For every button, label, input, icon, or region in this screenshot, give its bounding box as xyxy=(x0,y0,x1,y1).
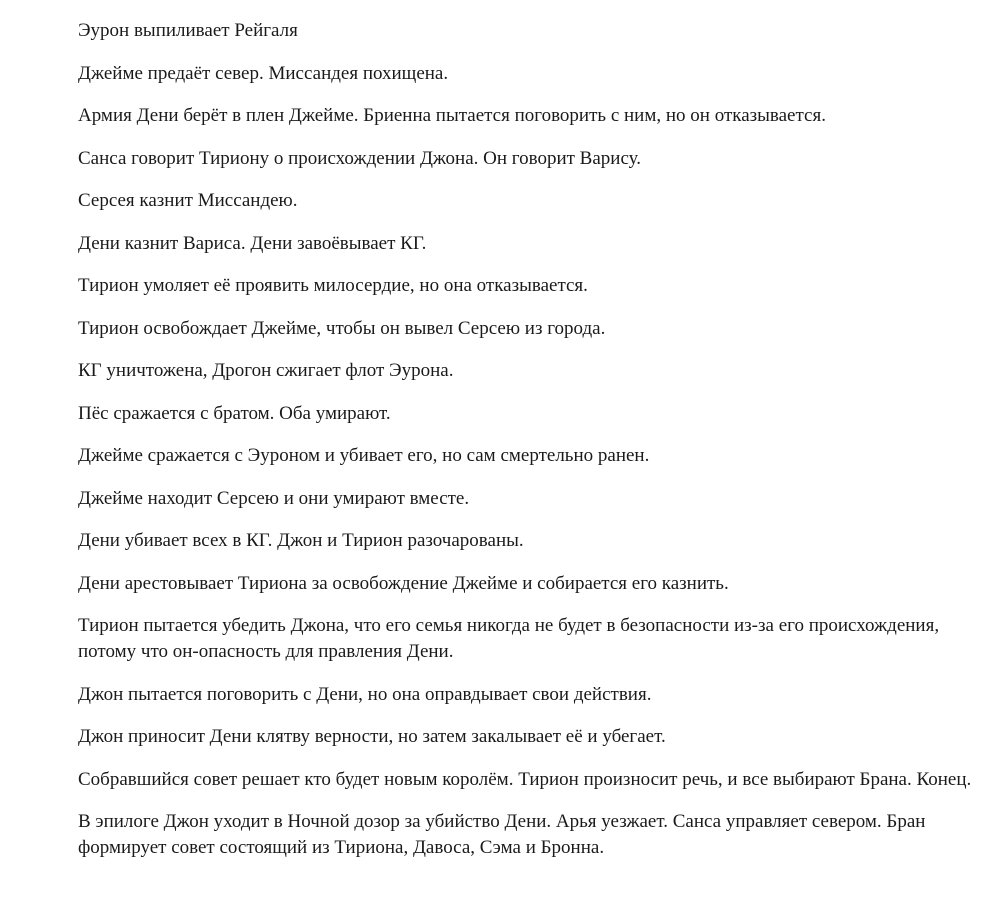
paragraph: Джон приносит Дени клятву верности, но затем закалывает её и убегает. xyxy=(78,726,666,747)
paragraph: Тирион пытается убедить Джона, что его семья никогда не будет в безопасности из-за его происхождения, потому что он-опасность для правления Дени. xyxy=(78,615,940,662)
paragraph: Дени убивает всех в КГ. Джон и Тирион разочарованы. xyxy=(78,530,524,551)
paragraph: Собравшийся совет решает кто будет новым королём. Тирион произносит речь, и все выбирают Брана. Конец. xyxy=(78,768,972,790)
paragraph: Джейме предаёт север. Миссандея похищена. xyxy=(78,62,449,84)
paragraph: Санса говорит Тириону о происхождении Джона. Он говорит Варису. xyxy=(78,147,641,169)
paragraph: Дени казнит Вариса. Дени завоёвывает КГ. xyxy=(78,232,427,254)
paragraph: Дени арестовывает Тириона за освобождение Джейме и собирается его казнить. xyxy=(78,572,729,594)
paragraph: Армия Дени берёт в плен Джейме. Бриенна пытается поговорить с ним, но он отказывается. xyxy=(78,105,826,126)
paragraph: Пёс сражается с братом. Оба умирают. xyxy=(78,402,391,424)
document-body xyxy=(78,18,978,878)
paragraph: Джейме сражается с Эуроном и убивает его, но сам смертельно ранен. xyxy=(78,445,650,466)
paragraph: Тирион освобождает Джейме, чтобы он вывел Серсею из города. xyxy=(78,317,606,339)
paragraph: Серсея казнит Миссандею. xyxy=(78,190,298,211)
paragraph: КГ уничтожена, Дрогон сжигает флот Эурона. xyxy=(78,360,454,381)
paragraph: Эурон выпиливает Рейгаля xyxy=(78,20,298,41)
paragraph: В эпилоге Джон уходит в Ночной дозор за убийство Дени. Арья уезжает. Санса управляет севером. Бран формирует совет состоящий из Тириона, Давоса, Сэма и Бронна. xyxy=(78,811,926,858)
paragraph: Джейме находит Серсею и они умирают вместе. xyxy=(78,487,470,509)
paragraph: Джон пытается поговорить с Дени, но она оправдывает свои действия. xyxy=(78,683,652,705)
paragraph: Тирион умоляет её проявить милосердие, но она отказывается. xyxy=(78,275,588,296)
